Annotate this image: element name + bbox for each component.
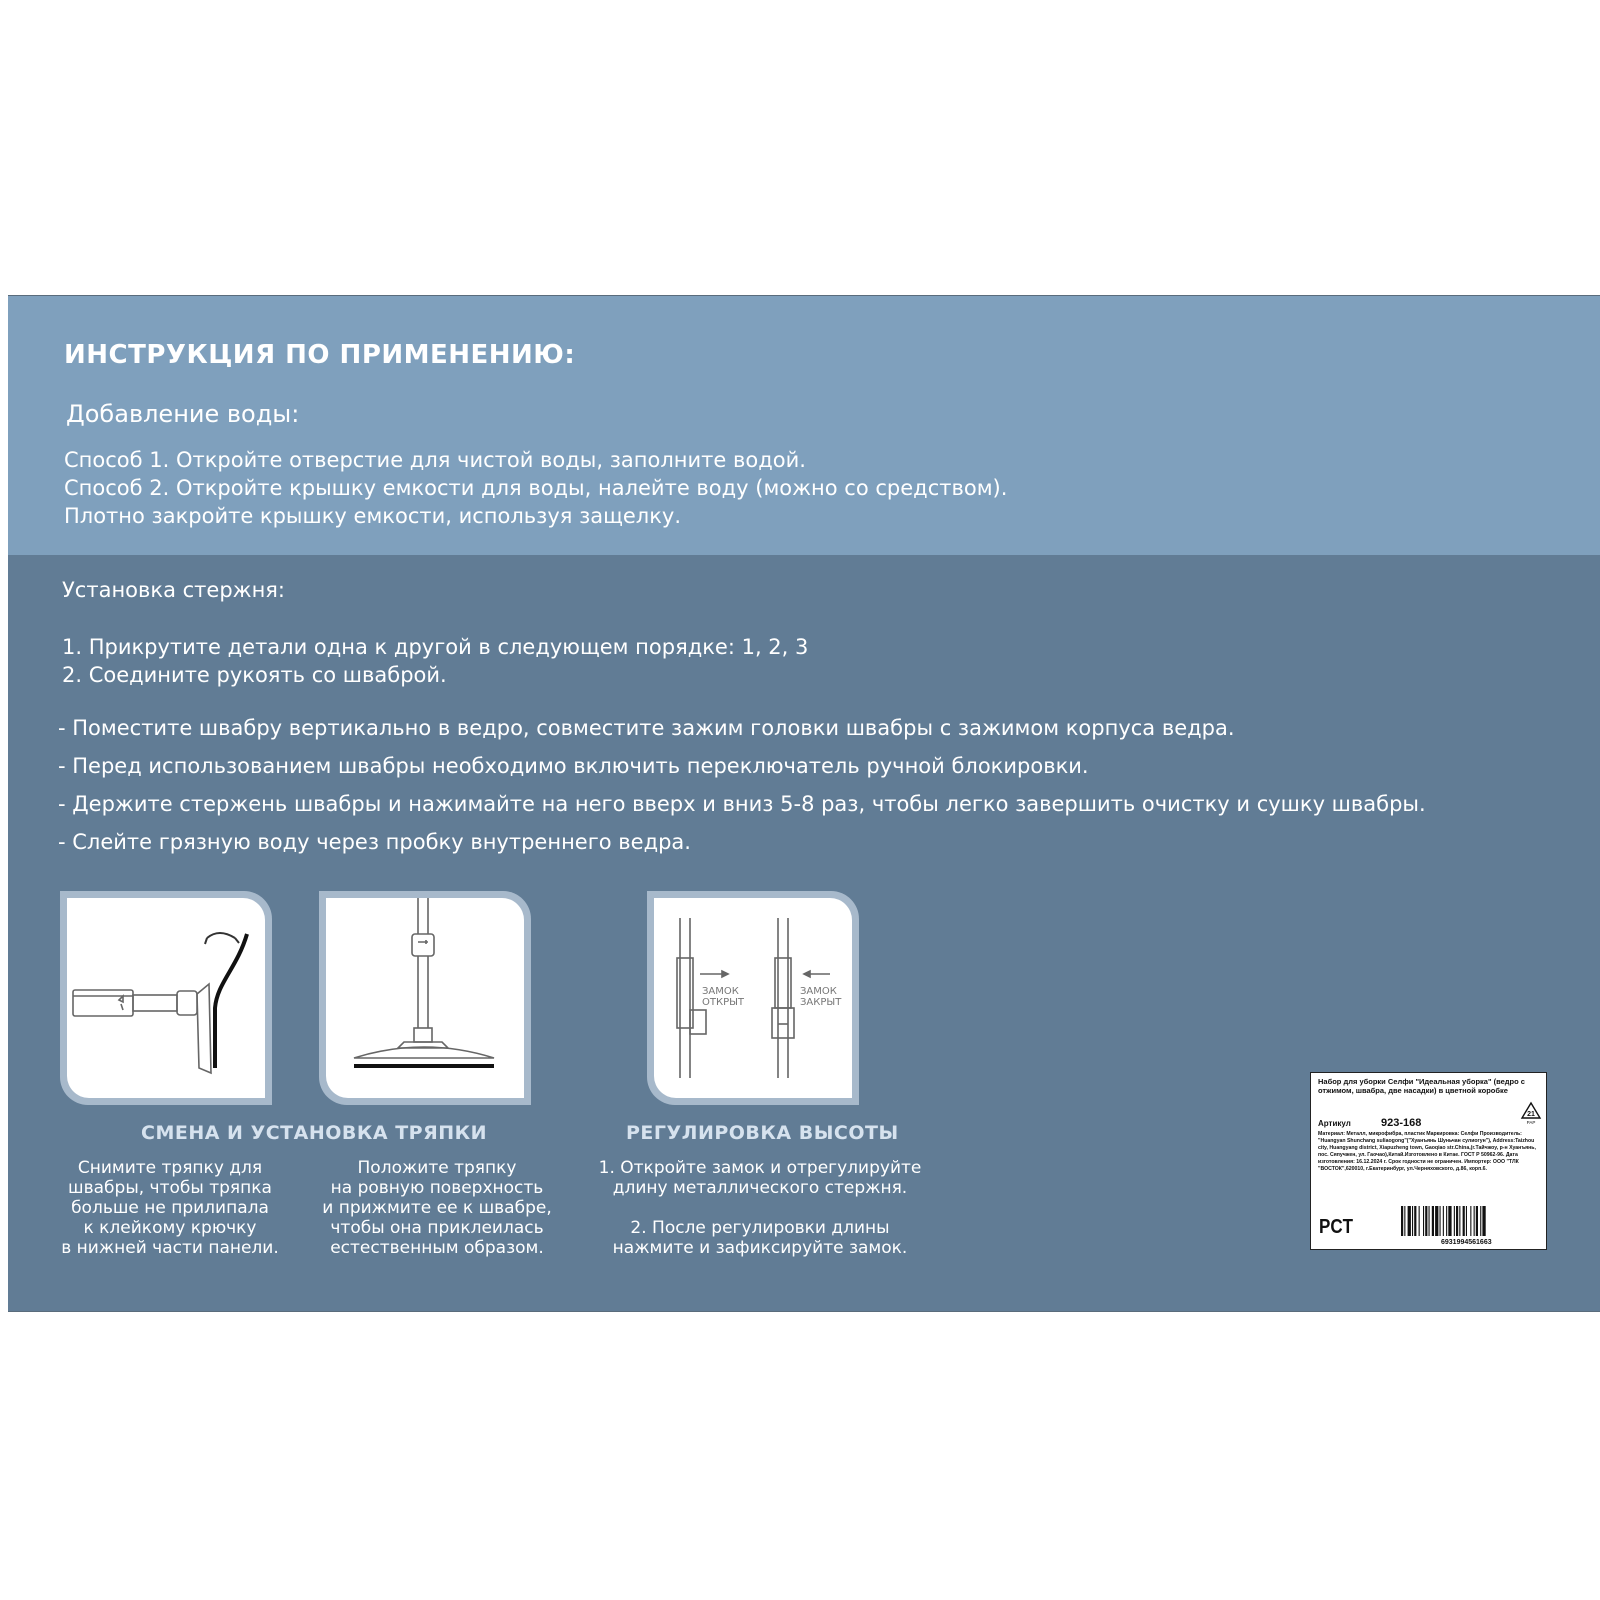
caption-line: в нижней части панели.	[61, 1238, 279, 1258]
illustration-cloth-install	[319, 891, 531, 1105]
certification-mark: PCT	[1319, 1216, 1353, 1238]
caption-line: Снимите тряпку для	[77, 1158, 263, 1178]
top-edge-line	[8, 295, 1600, 296]
caption-line: чтобы она приклеилась	[330, 1218, 544, 1238]
mop-side-illustration	[67, 898, 265, 1098]
bullet-item: - Перед использованием швабры необходимо включить переключатель ручной блокировки.	[58, 754, 1089, 778]
rod-steps	[62, 633, 808, 689]
barcode-bar	[1454, 1206, 1455, 1236]
caption-line: на ровную поверхность	[330, 1178, 544, 1198]
barcode-icon	[1399, 1206, 1531, 1238]
barcode-bar	[1414, 1206, 1416, 1236]
caption-line: больше не прилипала	[71, 1198, 269, 1218]
caption-line: длину металлического стержня.	[612, 1178, 908, 1198]
bullet-item: - Держите стержень швабры и нажимайте на него вверх и вниз 5-8 раз, чтобы легко завершить очистку и сушку швабры.	[58, 792, 1426, 816]
label-article-key: Артикул	[1318, 1119, 1351, 1128]
illustration-cloth-removal	[60, 891, 272, 1105]
water-line: Способ 2. Откройте крышку емкости для воды, налейте воду (можно со средством).	[64, 476, 1008, 500]
barcode-bar	[1470, 1206, 1471, 1236]
caption-line: швабры, чтобы тряпка	[68, 1178, 272, 1198]
barcode-bar	[1404, 1206, 1405, 1236]
lock-open-label-2: ОТКРЫТ	[702, 997, 745, 1008]
cloth-right-caption	[312, 1158, 562, 1258]
water-instructions	[64, 446, 1007, 530]
rod-step: 1. Прикрутите детали одна к другой в следующем порядке: 1, 2, 3	[62, 635, 809, 659]
barcode-bar	[1423, 1206, 1424, 1236]
section-rod-title: Установка стержня:	[62, 578, 286, 602]
caption-line: естественным образом.	[330, 1238, 544, 1258]
barcode-bar	[1474, 1206, 1475, 1236]
barcode-bar	[1440, 1206, 1441, 1236]
recycle-icon	[1520, 1101, 1542, 1125]
illustration-height-lock	[647, 891, 859, 1105]
caption-line: Положите тряпку	[357, 1158, 517, 1178]
rod-step: 2. Соедините рукоять со шваброй.	[62, 663, 447, 687]
barcode-bar	[1466, 1206, 1467, 1236]
barcode-bar	[1425, 1206, 1427, 1236]
barcode-bar	[1459, 1206, 1460, 1236]
recycle-code: 21	[1527, 1111, 1535, 1118]
caption-line: к клейкому крючку	[83, 1218, 257, 1238]
bottom-edge-line	[8, 1311, 1600, 1312]
cloth-heading: СМЕНА И УСТАНОВКА ТРЯПКИ	[141, 1122, 488, 1144]
height-caption	[590, 1158, 930, 1258]
barcode-bar	[1435, 1206, 1438, 1236]
mop-front-illustration	[326, 898, 524, 1098]
lock-closed-label-1: ЗАМОК	[800, 986, 837, 997]
label-article-value: 923-168	[1381, 1117, 1422, 1129]
barcode-bar	[1448, 1206, 1451, 1236]
barcode-bar	[1429, 1206, 1430, 1236]
caption-line	[590, 1198, 930, 1218]
cloth-left-caption	[56, 1158, 284, 1258]
barcode-bar	[1401, 1206, 1403, 1236]
barcode-bar	[1419, 1206, 1420, 1236]
rod-bullets	[58, 714, 1426, 866]
certification-mark-icon	[1317, 1211, 1357, 1239]
section-water-title: Добавление воды:	[66, 400, 300, 428]
lock-open-label-1: ЗАМОК	[702, 986, 739, 997]
page-title: ИНСТРУКЦИЯ ПО ПРИМЕНЕНИЮ:	[64, 340, 576, 370]
bullet-item: - Поместите швабру вертикально в ведро, совместите зажим головки швабры с зажимом корпуса ведра.	[58, 716, 1235, 740]
barcode-bar	[1446, 1206, 1447, 1236]
water-line: Плотно закройте крышку емкости, используя защелку.	[64, 504, 682, 528]
caption-line: и прижмите ее к швабре,	[322, 1198, 552, 1218]
barcode-bar	[1476, 1206, 1478, 1236]
label-title: Набор для уборки Селфи "Идеальная уборка" (ведро с отжимом, швабра, две насадки) в цветной коробке	[1318, 1077, 1525, 1095]
water-line: Способ 1. Откройте отверстие для чистой воды, заполните водой.	[64, 448, 806, 472]
lock-closed-label-2: ЗАКРЫТ	[800, 997, 842, 1008]
barcode-bar	[1482, 1206, 1485, 1236]
barcode-bar	[1408, 1206, 1411, 1236]
barcode-bar	[1480, 1206, 1481, 1236]
barcode-bar	[1432, 1206, 1434, 1236]
lock-illustration	[654, 898, 852, 1098]
bullet-item: - Слейте грязную воду через пробку внутреннего ведра.	[58, 830, 691, 854]
label-material-text: Материал: Металл, микрофибра, пластик Маркировка: Селфи Производитель: "Huangyan Shunchang suliaogong"("Хуанъянь Шуньчан сулиогун"), Address:Taizhou city, Huangyang district, Xiapuzheng town, Gaoqiao str.China,(г.Тайчжоу, р-н Хуанъянь, пос. Сяпучжен, ул. Гаочао),Китай.Изготовлено в Китае. ГОСТ Р 50962-96. Дата изготовления: 16.12.2024 г. Срок годности не ограничен. Импортер: ООО "ТЛК "ВОСТОК",620010, г.Екатеринбург, ул.Черняховского, д.86, корп.6.	[1318, 1131, 1536, 1172]
barcode-bar	[1463, 1206, 1465, 1236]
barcode-bar	[1456, 1206, 1458, 1236]
caption-line: нажмите и зафиксируйте замок.	[612, 1238, 908, 1258]
caption-line: 1. Откройте замок и отрегулируйте	[598, 1158, 922, 1178]
product-label	[1310, 1072, 1547, 1250]
caption-line: 2. После регулировки длины	[630, 1218, 890, 1238]
label-ean: 6931994561663	[1441, 1239, 1492, 1246]
barcode-bar	[1412, 1206, 1413, 1236]
barcode-bar	[1443, 1206, 1444, 1236]
recycle-text: PAP	[1526, 1120, 1536, 1125]
height-heading: РЕГУЛИРОВКА ВЫСОТЫ	[626, 1122, 899, 1144]
